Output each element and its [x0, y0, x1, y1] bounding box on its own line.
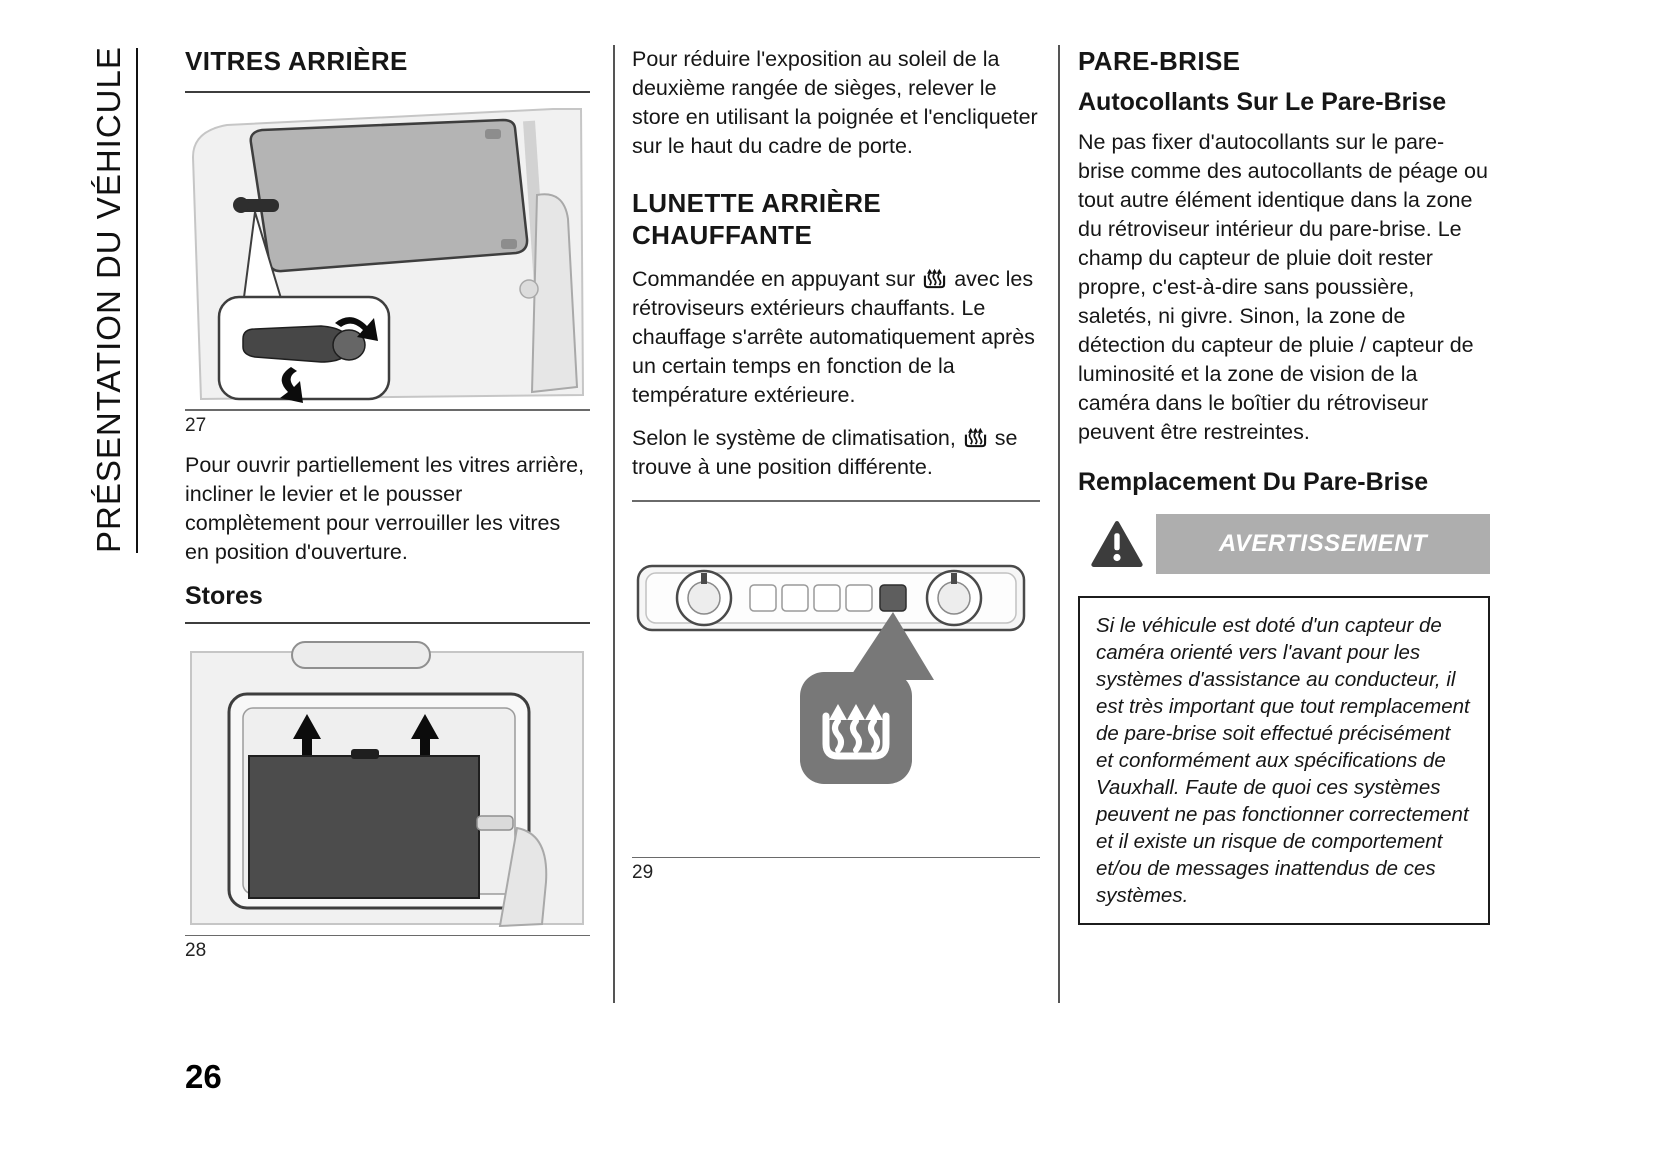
column-divider-1: [613, 45, 615, 1003]
chapter-sidebar-label: PRÉSENTATION DU VÉHICULE: [90, 48, 138, 553]
rear-defrost-button: [880, 585, 906, 611]
para-store-usage: Pour réduire l'exposition au soleil de la deuxième rangée de sièges, relever le store en utilisant la poignée et l'encliqueter sur le haut du cadre de porte.: [632, 47, 1038, 158]
para-heated-window-text2: avec les rétroviseurs extérieurs chauffants. Le chauffage s'arrête automatiquement après un certain temps en fonction de la température extérieure.: [632, 267, 1035, 407]
rear-window-lever-illustration: [185, 99, 590, 404]
column-2: [632, 45, 1040, 894]
heated-rear-window-icon: [921, 267, 948, 290]
column-3: [1078, 45, 1490, 925]
heading-pare-brise: PARE-BRISE: [1078, 46, 1241, 76]
rule: [185, 91, 590, 93]
heading-remplacement: Remplacement Du Pare-Brise: [1078, 468, 1429, 496]
warning-label: AVERTISSEMENT: [1218, 530, 1428, 557]
warning-text-box: Si le véhicule est doté d'un capteur de caméra orienté vers l'avant pour les systèmes d'assistance au conducteur, il est très important que tout remplacement de pare-brise soit effectué précisément et conformément aux spécifications de Vauxhall. Faute de quoi ces systèmes peuvent ne pas fonctionner correctement et il existe un risque de comportement et/ou de messages inattendus de ces systèmes.: [1078, 596, 1490, 925]
heading-lunette: LUNETTE ARRIÈRE CHAUFFANTE: [632, 188, 882, 250]
rule: [185, 622, 590, 624]
heading-stores: Stores: [185, 581, 263, 610]
rule: [185, 409, 590, 411]
warning-triangle-box: [1078, 514, 1156, 574]
para-climate-position: [632, 424, 1040, 482]
climate-buttons: [750, 585, 906, 611]
figure-29-caption: 29: [632, 862, 654, 883]
sun-blind-panel: [249, 756, 479, 898]
heated-rear-window-icon: [962, 426, 989, 449]
column-divider-2: [1058, 45, 1060, 1003]
para-open-windows: Pour ouvrir partiellement les vitres arrière, incliner le levier et le pousser complètement pour verrouiller les vitres en position d'ouverture.: [185, 452, 585, 564]
rule: [632, 500, 1040, 502]
warning-triangle-icon: [1090, 519, 1144, 569]
rule: [632, 857, 1040, 859]
column-1: [185, 45, 590, 972]
figure-27-caption: 27: [185, 414, 207, 436]
roof-handle: [292, 642, 430, 668]
figure-28-caption: 28: [185, 940, 207, 961]
figure-29-climate-panel: [632, 554, 1040, 811]
para-autocollants: Ne pas fixer d'autocollants sur le pare-brise comme des autocollants de péage ou tout autre élément identique dans la zone du rétroviseur intérieur du pare-brise. Le champ du capteur de pluie doit rester propre, c'est-à-dire sans poussière, saletés, ni givre. Sinon, la zone de détection du capteur de pluie / capteur de luminosité et la zone de vision de la caméra dans le boîtier du rétroviseur peuvent être restreintes.: [1078, 130, 1488, 444]
para-heated-window: [632, 265, 1040, 410]
rule: [185, 935, 590, 937]
heading-vitres-arriere: VITRES ARRIÈRE: [185, 46, 408, 76]
climate-control-illustration: [632, 554, 1032, 806]
figure-27-rear-window-lever: [185, 99, 590, 409]
figure-28-sun-blind: [185, 630, 590, 935]
para-climate-text: Selon le système de climatisation,: [632, 426, 962, 450]
warning-banner: [1078, 514, 1490, 574]
page-number: 26: [185, 1058, 222, 1095]
para-climate-text2: se trouve à une position différente.: [632, 426, 1018, 479]
sun-blind-illustration: [185, 630, 590, 930]
para-heated-window-text: Commandée en appuyant sur: [632, 267, 922, 291]
heading-autocollants: Autocollants Sur Le Pare-Brise: [1078, 88, 1447, 116]
